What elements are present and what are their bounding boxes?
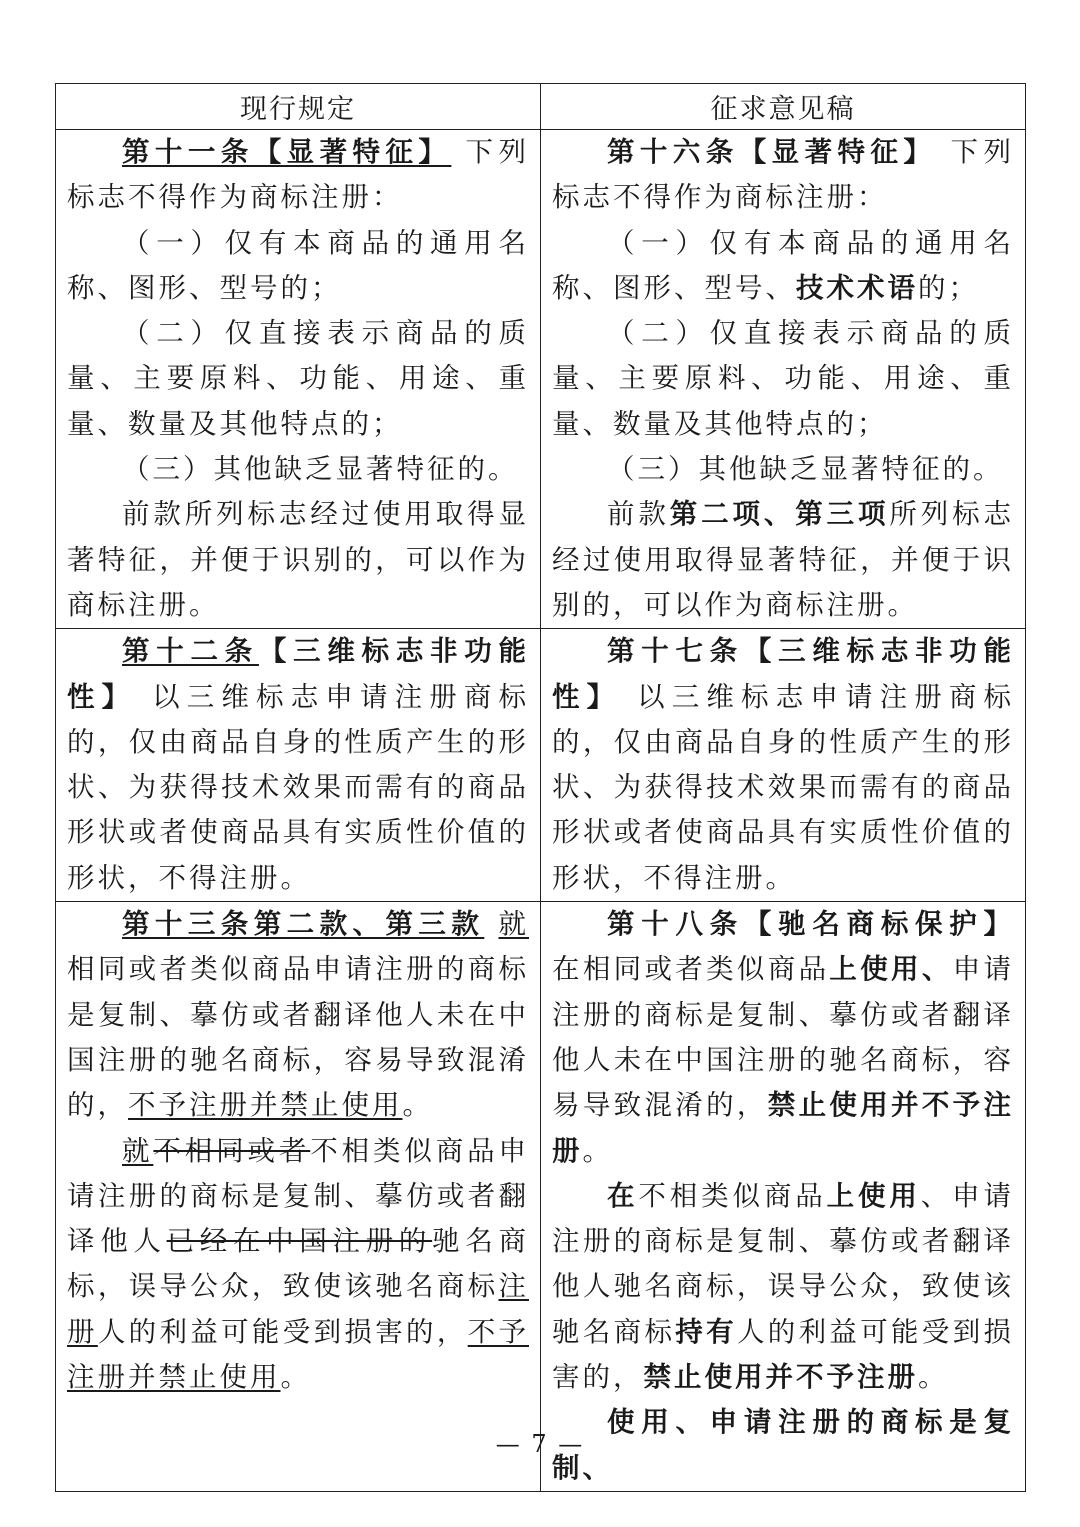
draft-article-16-cell (541, 130, 1026, 629)
article-text: 、申请注册的商标是复制、摹仿或者翻译他人驰名商标，误导公众，致使该驰名商标 (552, 1179, 1014, 1348)
underlined-text: 注册 (67, 1270, 529, 1348)
article-paragraph (67, 629, 529, 901)
article-text: 。 (402, 1089, 433, 1122)
added-text: 上使用、 (829, 953, 953, 986)
added-text: 在 (607, 1179, 639, 1212)
article-paragraph (552, 492, 1014, 628)
current-article-11-cell (56, 130, 541, 629)
article-title-heading: 【三维标志非功能性】 (67, 635, 530, 713)
article-item: （二）仅直接表示商品的质量、主要原料、功能、用途、重量、数量及其他特点的； (67, 317, 529, 440)
article-text: 的； (918, 271, 979, 304)
article-item: （三）其他缺乏显著特征的。 (607, 453, 1004, 486)
article-text: （一）仅有本商品的通用名称、图形、型号、 (552, 226, 1014, 304)
added-text: 技术术语 (796, 271, 918, 304)
article-text: 申请注册的商标是复制、摹仿或者翻译他人未在中国注册的驰名商标，容易导致混淆的， (552, 953, 1015, 1122)
article-title: 第十三条第二款、第三款 (122, 908, 485, 941)
article-paragraph (552, 629, 1014, 901)
article-title: 第十八条【驰名商标保护】 (607, 908, 1014, 941)
article-item: （三）其他缺乏显著特征的。 (122, 453, 519, 486)
article-text: 。 (280, 1361, 311, 1394)
added-text: 禁止使用并不予注册 (643, 1361, 918, 1394)
article-text: 不相类似商品 (638, 1179, 827, 1212)
article-text (484, 908, 498, 940)
table-row (56, 902, 1026, 1492)
current-article-13-cell (56, 902, 541, 1492)
article-paragraph (67, 902, 529, 1128)
underlined-text: 不予注册并禁止使用 (67, 1315, 530, 1394)
underlined-text: 就 (498, 908, 529, 941)
article-paragraph (552, 130, 1014, 221)
header-row (56, 84, 1026, 130)
article-text: 以三维标志申请注册商标的，仅由商品自身的性质产生的形状、为获得技术效果而需有的商品形状或者使商品具有实质性价值的形状，不得注册。 (552, 680, 1015, 894)
added-text: 持有 (675, 1315, 737, 1348)
draft-article-17-cell (541, 629, 1026, 902)
table-row (56, 629, 1026, 902)
article-paragraph (67, 1129, 529, 1401)
article-text: 驰名商标，误导公众，致使该驰名商标 (67, 1225, 530, 1303)
article-title: 第十六条【显著特征】 (607, 136, 937, 168)
added-text: 上使用 (826, 1179, 921, 1212)
underlined-text: 不予注册并禁止使用 (128, 1089, 403, 1122)
article-title: 第十一条【显著特征】 (122, 136, 452, 168)
deleted-text: 已经在中国注册的 (166, 1225, 433, 1258)
current-article-12-cell (56, 629, 541, 902)
article-title: 第十二条 (122, 635, 259, 668)
page-number: — 7 — (495, 1430, 585, 1458)
article-item: （一）仅有本商品的通用名称、图形、型号的； (67, 226, 529, 304)
article-text: 下列标志不得作为商标注册： (67, 136, 529, 214)
article-title: 第十七条【三维标志非功能性】 (552, 635, 1014, 713)
article-text: 相同或者类似商品申请注册的商标是复制、摹仿或者翻译他人未在中国注册的驰名商标，容易导致混淆的， (67, 953, 529, 1122)
article-paragraph: 前款所列标志经过使用取得显著特征，并便于识别的，可以作为商标注册。 (67, 498, 529, 621)
deleted-text: 不相同或者 (153, 1134, 311, 1167)
article-item (552, 221, 1014, 312)
comparison-table (55, 83, 1026, 1492)
added-text: 第二项、第三项 (669, 498, 890, 531)
article-text: 人的利益可能受到损害的， (97, 1315, 468, 1348)
draft-article-18-cell (541, 902, 1026, 1492)
article-text: 在相同或者类似商品 (552, 953, 830, 986)
table-row (56, 130, 1026, 629)
article-paragraph (552, 1174, 1014, 1400)
article-text: 以三维标志申请注册商标的，仅由商品自身的性质产生的形状、为获得技术效果而需有的商品形状或者使商品具有实质性价值的形状，不得注册。 (67, 680, 530, 894)
underlined-text: 就 (122, 1134, 154, 1167)
article-text: 所列标志经过使用取得显著特征，并便于识别的，可以作为商标注册。 (552, 498, 1014, 621)
article-text: 人的利益可能受到损害的， (552, 1315, 1015, 1394)
article-text: 。 (918, 1361, 949, 1394)
article-paragraph (552, 902, 1014, 1174)
article-text: 前款 (607, 498, 670, 531)
header-draft-for-comment: 征求意见稿 (541, 84, 1026, 130)
header-current-rules: 现行规定 (56, 84, 541, 130)
added-text: 禁止使用并不予注册 (552, 1089, 1014, 1167)
article-text: 下列标志不得作为商标注册： (552, 136, 1014, 214)
article-item: （二）仅直接表示商品的质量、主要原料、功能、用途、重量、数量及其他特点的； (552, 317, 1014, 440)
article-paragraph (67, 130, 529, 221)
article-paragraph: 使用、申请注册的商标是复制、 (552, 1406, 1014, 1484)
article-text: 不相类似商品申请注册的商标是复制、摹仿或者翻译他人 (67, 1134, 529, 1258)
article-text: 。 (582, 1134, 613, 1167)
